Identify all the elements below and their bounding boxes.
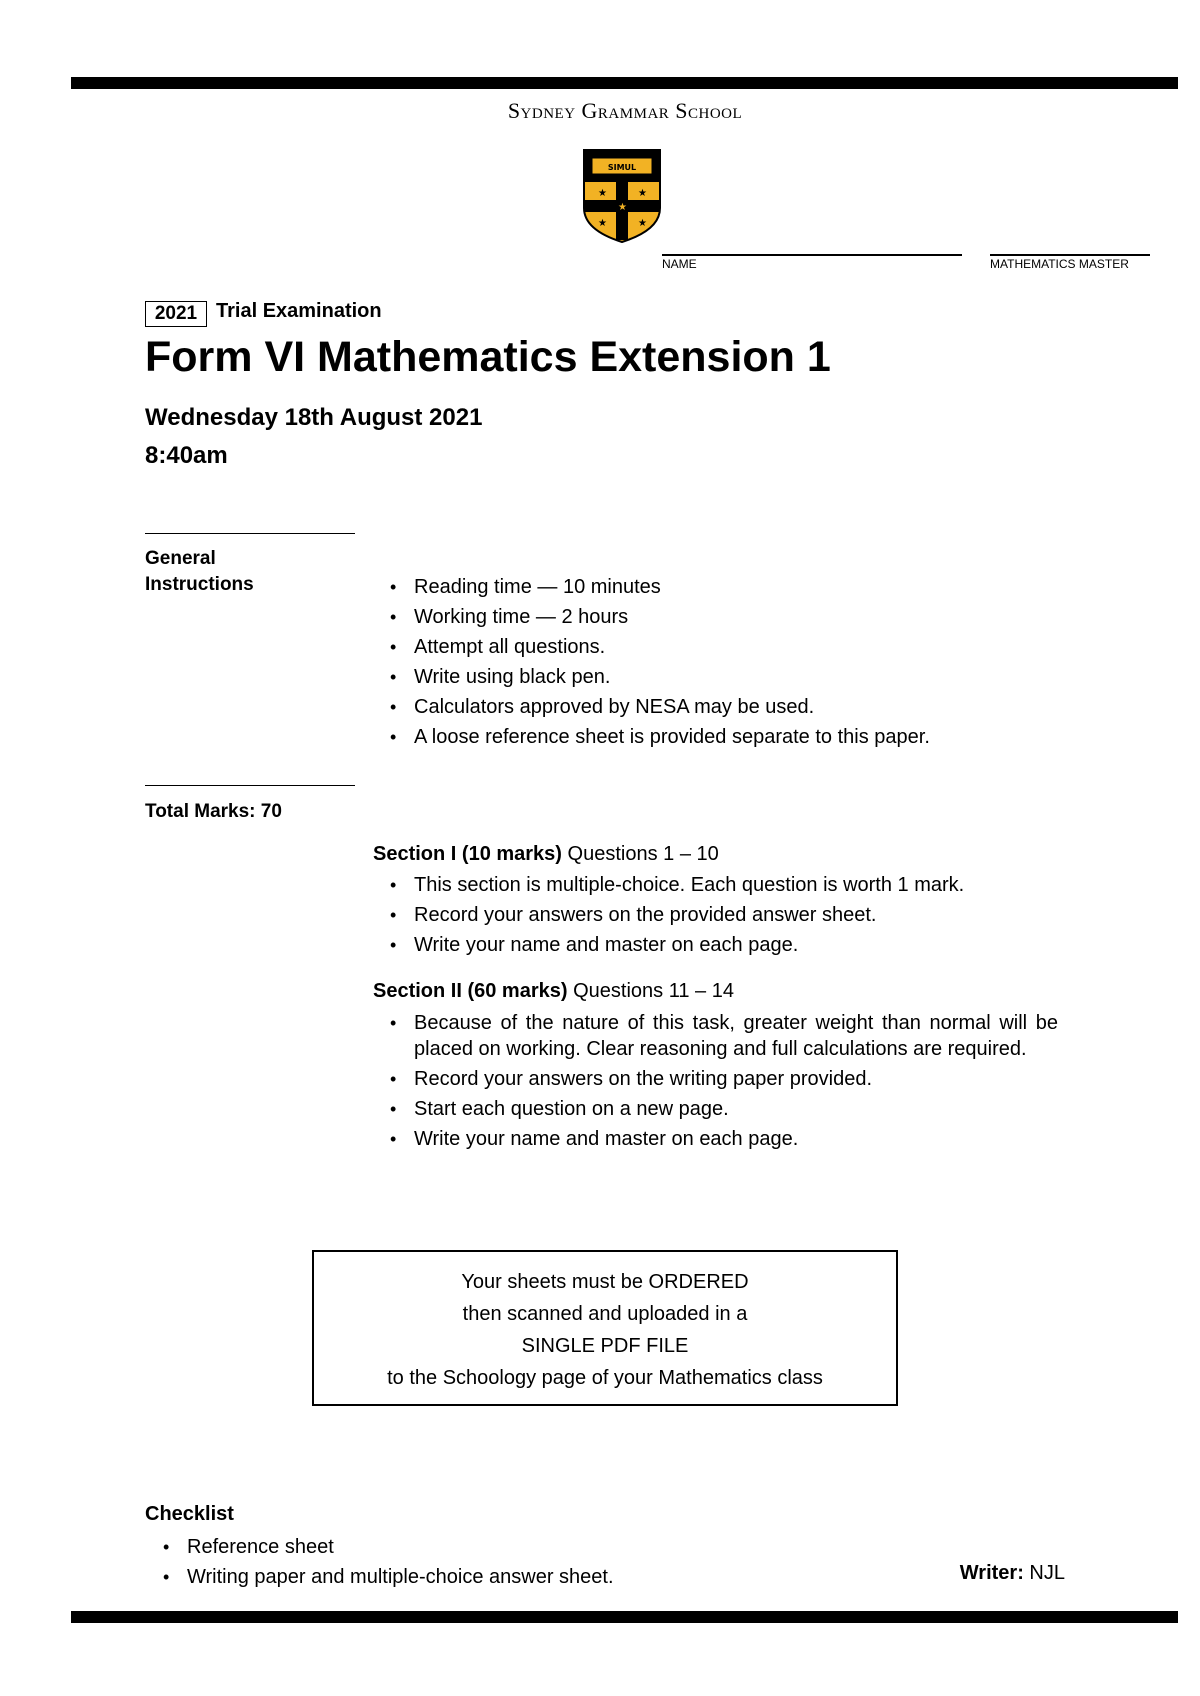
list-item: • Record your answers on the writing paper provided. bbox=[390, 1066, 1058, 1092]
list-item: • Start each question on a new page. bbox=[390, 1096, 1058, 1122]
list-item: • Write your name and master on each page. bbox=[390, 930, 964, 960]
svg-text:★: ★ bbox=[618, 202, 627, 213]
checklist-list bbox=[163, 1532, 614, 1592]
list-item: • Working time — 2 hours bbox=[390, 602, 930, 632]
list-item: • Because of the nature of this task, greater weight than normal will be placed on working. Clear reasoning and full calculations are required. bbox=[390, 1010, 1058, 1062]
name-line[interactable] bbox=[662, 254, 962, 256]
list-item: • A loose reference sheet is provided separate to this paper. bbox=[390, 722, 930, 752]
master-label: MATHEMATICS MASTER bbox=[990, 257, 1129, 271]
notice-line: SINGLE PDF FILE bbox=[521, 1335, 689, 1357]
list-item: • Calculators approved by NESA may be used. bbox=[390, 692, 930, 722]
top-rule bbox=[71, 77, 1178, 89]
notice-line: then scanned and uploaded in a bbox=[462, 1303, 748, 1325]
list-item: • This section is multiple-choice. Each question is worth 1 mark. bbox=[390, 870, 964, 900]
section-1-heading: Section I (10 marks) Questions 1 – 10 bbox=[373, 843, 719, 865]
total-marks: Total Marks: 70 bbox=[145, 801, 282, 822]
list-item: • Attempt all questions. bbox=[390, 632, 930, 662]
svg-text:SIMUL: SIMUL bbox=[607, 163, 637, 172]
section-2-heading: Section II (60 marks) Questions 11 – 14 bbox=[373, 980, 734, 1002]
exam-year: 2021 bbox=[145, 301, 207, 327]
list-item: • Write your name and master on each page. bbox=[390, 1126, 1058, 1152]
exam-date: Wednesday 18th August 2021 bbox=[145, 404, 483, 431]
instructions-divider bbox=[145, 533, 355, 534]
exam-title: Form VI Mathematics Extension 1 bbox=[145, 333, 831, 381]
marks-divider bbox=[145, 785, 355, 786]
svg-text:★: ★ bbox=[638, 218, 647, 229]
section-1-list bbox=[390, 870, 964, 960]
list-item: • Writing paper and multiple-choice answer sheet. bbox=[163, 1562, 614, 1592]
list-item: • Reference sheet bbox=[163, 1532, 614, 1562]
section-2-list bbox=[390, 1010, 1058, 1156]
submission-notice bbox=[312, 1250, 898, 1406]
svg-text:★: ★ bbox=[598, 218, 607, 229]
notice-line: Your sheets must be ORDERED bbox=[461, 1271, 749, 1293]
checklist-title: Checklist bbox=[145, 1503, 234, 1525]
notice-line: to the Schoology page of your Mathematics class bbox=[387, 1367, 823, 1389]
svg-text:★: ★ bbox=[598, 188, 607, 199]
general-instructions-list bbox=[390, 572, 930, 752]
school-crest-icon bbox=[582, 148, 662, 244]
name-label: NAME bbox=[662, 257, 697, 271]
list-item: • Write using black pen. bbox=[390, 662, 930, 692]
bottom-rule bbox=[71, 1611, 1178, 1623]
list-item: • Record your answers on the provided answer sheet. bbox=[390, 900, 964, 930]
master-line[interactable] bbox=[990, 254, 1150, 256]
writer: Writer: NJL bbox=[959, 1562, 1065, 1584]
exam-time: 8:40am bbox=[145, 442, 228, 469]
general-instructions-label: General Instructions bbox=[145, 548, 254, 595]
school-name: Sydney Grammar School bbox=[507, 98, 743, 123]
list-item: • Reading time — 10 minutes bbox=[390, 572, 930, 602]
exam-type: Trial Examination bbox=[216, 300, 382, 322]
svg-text:★: ★ bbox=[638, 188, 647, 199]
